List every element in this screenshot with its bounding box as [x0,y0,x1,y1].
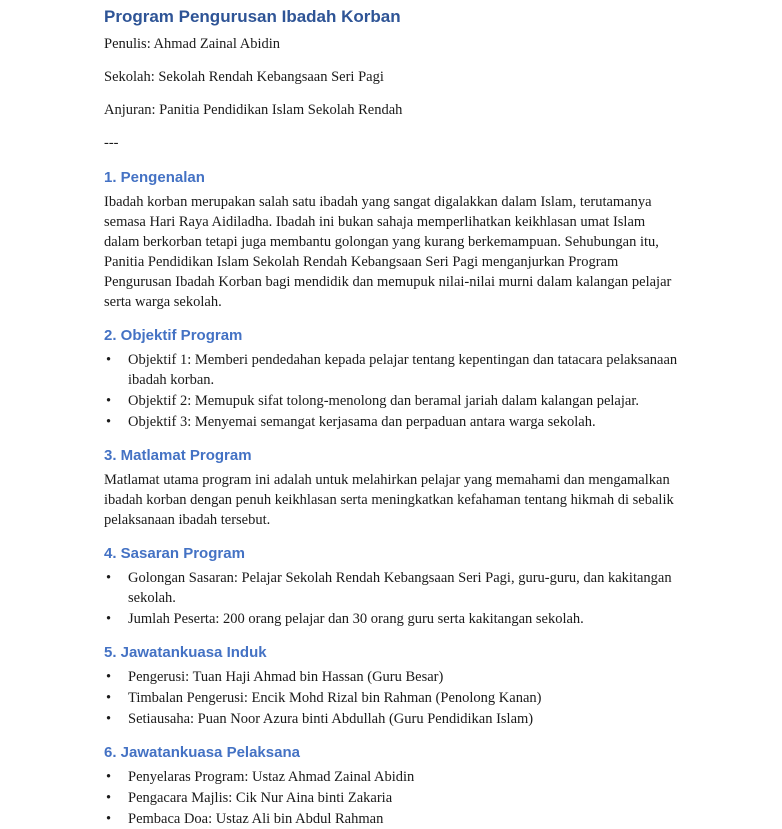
bullet-list [104,350,682,432]
list-item-text: Setiausaha: Puan Noor Azura binti Abdullah (Guru Pendidikan Islam) [128,711,534,727]
list-item-text: Jumlah Peserta: 200 orang pelajar dan 30 orang guru serta kakitangan sekolah. [128,611,584,627]
list-item-text: Objektif 2: Memupuk sifat tolong-menolong dan beramal jariah dalam kalangan pelajar. [128,393,639,409]
bullet-icon: • [106,570,112,586]
section-paragraph: Matlamat utama program ini adalah untuk melahirkan pelajar yang memahami dan mengamalkan ibadah korban dengan penuh keikhlasan serta meningkatkan kefahaman tentang hikmah di sebalik pelaksanaan ibadah tersebut. [104,472,674,528]
list-item-text: Objektif 3: Menyemai semangat kerjasama dan perpaduan antara warga sekolah. [128,414,596,430]
section-jawatankuasa-pelaksana [104,742,682,829]
section-heading: 2. Objektif Program [104,327,243,344]
section-heading: 6. Jawatankuasa Pelaksana [104,744,300,761]
organizer-line: Anjuran: Panitia Pendidikan Islam Sekolah Rendah [104,102,403,118]
section-paragraph: Ibadah korban merupakan salah satu ibadah yang sangat digalakkan dalam Islam, terutamanya semasa Hari Raya Aidiladha. Ibadah ini bukan sahaja memperlihatkan keikhlasan umat Islam dalam berkorban tetapi juga membantu golongan yang kurang berkemampuan. Sehubungan itu, Panitia Pendidikan Islam Sekolah Rendah Kebangsaan Seri Pagi menganjurkan Program Pengurusan Ibadah Korban bagi mendidik dan memupuk nilai-nilai murni dalam kalangan pelajar serta warga sekolah. [104,194,672,310]
list-item [104,667,682,687]
section-sasaran [104,543,682,629]
list-item [104,568,682,608]
writer-line: Penulis: Ahmad Zainal Abidin [104,36,281,52]
list-item [104,709,682,729]
separator: --- [104,135,119,151]
list-item-text: Pembaca Doa: Ustaz Ali bin Abdul Rahman [128,811,384,827]
list-item-text: Penyelaras Program: Ustaz Ahmad Zainal Abidin [128,769,415,785]
bullet-icon: • [106,414,112,430]
list-item [104,788,682,808]
bullet-icon: • [106,393,112,409]
bullet-icon: • [106,611,112,627]
list-item [104,412,682,432]
list-item-text: Pengacara Majlis: Cik Nur Aina binti Zakaria [128,790,393,806]
list-item [104,688,682,708]
section-heading: 4. Sasaran Program [104,545,245,562]
bullet-icon: • [106,690,112,706]
school-line: Sekolah: Sekolah Rendah Kebangsaan Seri Pagi [104,69,384,85]
bullet-icon: • [106,711,112,727]
list-item [104,767,682,787]
bullet-list [104,568,682,629]
bullet-icon: • [106,811,112,827]
bullet-icon: • [106,669,112,685]
bullet-icon: • [106,769,112,785]
section-pengenalan [104,167,682,312]
list-item-text: Objektif 1: Memberi pendedahan kepada pelajar tentang kepentingan dan tatacara pelaksanaan ibadah korban. [128,352,678,388]
section-jawatankuasa-induk [104,642,682,729]
list-item-text: Golongan Sasaran: Pelajar Sekolah Rendah Kebangsaan Seri Pagi, guru-guru, dan kakitangan sekolah. [128,570,672,606]
bullet-icon: • [106,790,112,806]
section-heading: 1. Pengenalan [104,169,205,186]
section-heading: 5. Jawatankuasa Induk [104,644,267,661]
bullet-list [104,667,682,729]
list-item [104,609,682,629]
section-matlamat [104,445,682,530]
list-item [104,809,682,829]
document-meta [104,34,682,120]
list-item [104,391,682,411]
list-item [104,350,682,390]
bullet-icon: • [106,352,112,368]
document-title: Program Pengurusan Ibadah Korban [104,7,401,26]
section-heading: 3. Matlamat Program [104,447,252,464]
section-objektif [104,325,682,432]
list-item-text: Pengerusi: Tuan Haji Ahmad bin Hassan (Guru Besar) [128,669,444,685]
list-item-text: Timbalan Pengerusi: Encik Mohd Rizal bin Rahman (Penolong Kanan) [128,690,542,706]
